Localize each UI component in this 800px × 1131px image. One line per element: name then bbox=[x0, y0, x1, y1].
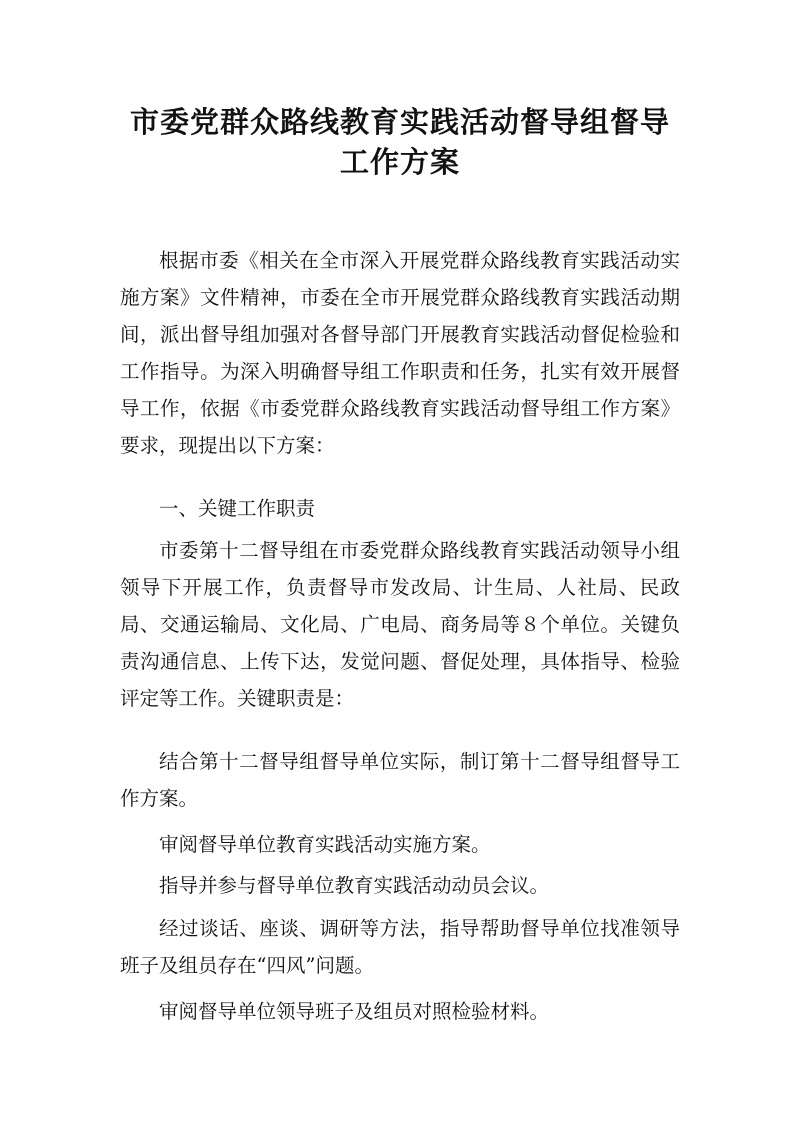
duty-item-review-materials: 审阅督导单位领导班子及组员对照检验材料。 bbox=[159, 1000, 550, 1023]
document-title-line-2: 工作方案 bbox=[339, 145, 460, 179]
duty-item-plan: 结合第十二督导组督导单位实际，制订第十二督导组督导工作方案。 bbox=[120, 750, 680, 810]
duty-item-four-winds: 经过谈话、座谈、调研等方法，指导帮助督导单位找准领导班子及组员存在“四风”问题。 bbox=[120, 917, 680, 977]
document-title-line-1: 市委党群众路线教育实践活动督导组督导 bbox=[129, 105, 670, 139]
paragraph-group-duties: 市委第十二督导组在市委党群众路线教育实践活动领导小组领导下开展工作，负责督导市发改局、计生局、人社局、民政局、交通运输局、文化局、广电局、商务局等８个单位。关键负责沟通信息、上传下达，发觉问题、督促处理，具体指导、检验评定等工作。关键职责是： bbox=[120, 539, 680, 710]
section-heading-key-duties: 一、关键工作职责 bbox=[159, 497, 316, 520]
paragraph-intro: 根据市委《相关在全市深入开展党群众路线教育实践活动实施方案》文件精神，市委在全市开展党群众路线教育实践活动期间，派出督导组加强对各督导部门开展教育实践活动督促检验和工作指导。为深入明确督导组工作职责和任务，扎实有效开展督导工作，依据《市委党群众路线教育实践活动督导组工作方案》要求，现提出以下方案： bbox=[120, 249, 680, 457]
duty-item-mobilization: 指导并参与督导单位教育实践活动动员会议。 bbox=[159, 874, 550, 897]
duty-item-review-plan: 审阅督导单位教育实践活动实施方案。 bbox=[159, 833, 491, 856]
